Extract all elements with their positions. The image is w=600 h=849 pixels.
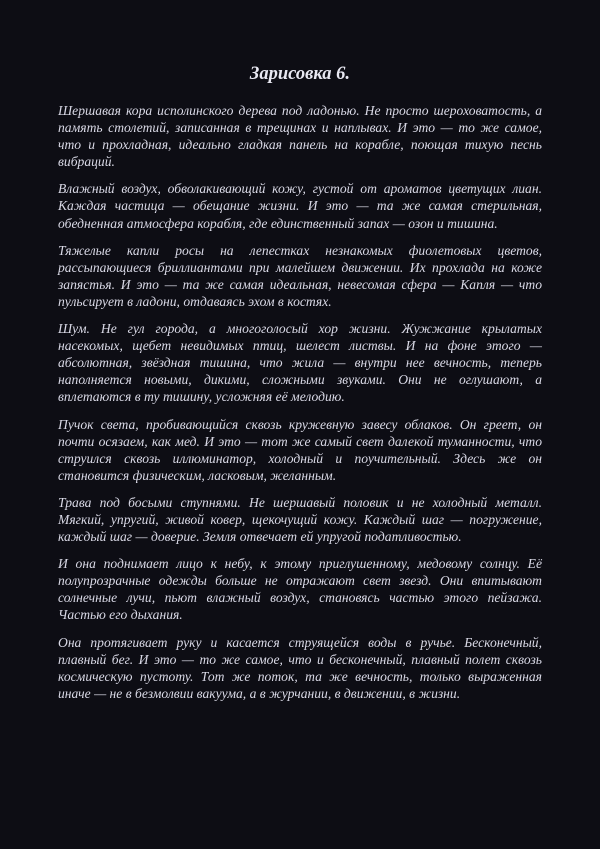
paragraph-8: Она протягивает руку и касается струящейся воды в ручье. Бесконечный, плавный бег. И это — то же самое, что и бесконечный, плавный полет сквозь космическую пустоту. Тот же поток, та же вечность, только выраженная иначе — не в безмолвии вакуума, а в журчании, в движении, в жизни. bbox=[58, 634, 542, 701]
paragraph-4: Шум. Не гул города, а многоголосый хор жизни. Жужжание крылатых насекомых, щебет невидимых птиц, шелест листвы. И на фоне этого — абсолютная, звёздная тишина, что жила — внутри нее вечность, теперь наполняется новыми, дикими, сложными звуками. Они не оглушают, а вплетаются в ту тишину, усложняя её мелодию. bbox=[58, 321, 542, 405]
paragraph-6: Трава под босыми ступнями. Не шершавый половик и не холодный металл. Мягкий, упругий, живой ковер, щекочущий кожу. Каждый шаг — погружение, каждый шаг — доверие. Земля отвечает ей упругой податливостью. bbox=[58, 494, 542, 545]
paragraph-7: И она поднимает лицо к небу, к этому приглушенному, медовому солнцу. Её полупрозрачные одежды больше не отражают свет звезд. Они впитывают солнечные лучи, пьют влажный воздух, становясь частью этого пейзажа. Частью его дыхания. bbox=[58, 556, 542, 623]
paragraph-1: Шершавая кора исполинского дерева под ладонью. Не просто шероховатость, а память столетий, записанная в трещинах и наплывах. И это — то же самое, что и прохладная, идеально гладкая панель на корабле, поющая тихую песнь вибраций. bbox=[58, 103, 542, 170]
paragraph-3: Тяжелые капли росы на лепестках незнакомых фиолетовых цветов, рассыпающиеся бриллиантами при малейшем движении. Их прохлада на коже запястья. И это — та же самая идеальная, невесомая сфера — Капля — что пульсирует в ладони, отдаваясь эхом в костях. bbox=[58, 242, 542, 309]
paragraph-5: Пучок света, пробивающийся сквозь кружевную завесу облаков. Он греет, он почти осязаем, как мед. И это — тот же самый свет далекой туманности, что струился сквозь иллюминатор, холодный и поучительный. Здесь же он становится физическим, ласковым, желанным. bbox=[58, 416, 542, 483]
paragraph-2: Влажный воздух, обволакивающий кожу, густой от ароматов цветущих лиан. Каждая частица — обещание жизни. И это — та же самая стерильная, обедненная атмосфера корабля, где единственный запах — озон и тишина. bbox=[58, 181, 542, 231]
page-title: Зарисовка 6. bbox=[249, 64, 351, 84]
